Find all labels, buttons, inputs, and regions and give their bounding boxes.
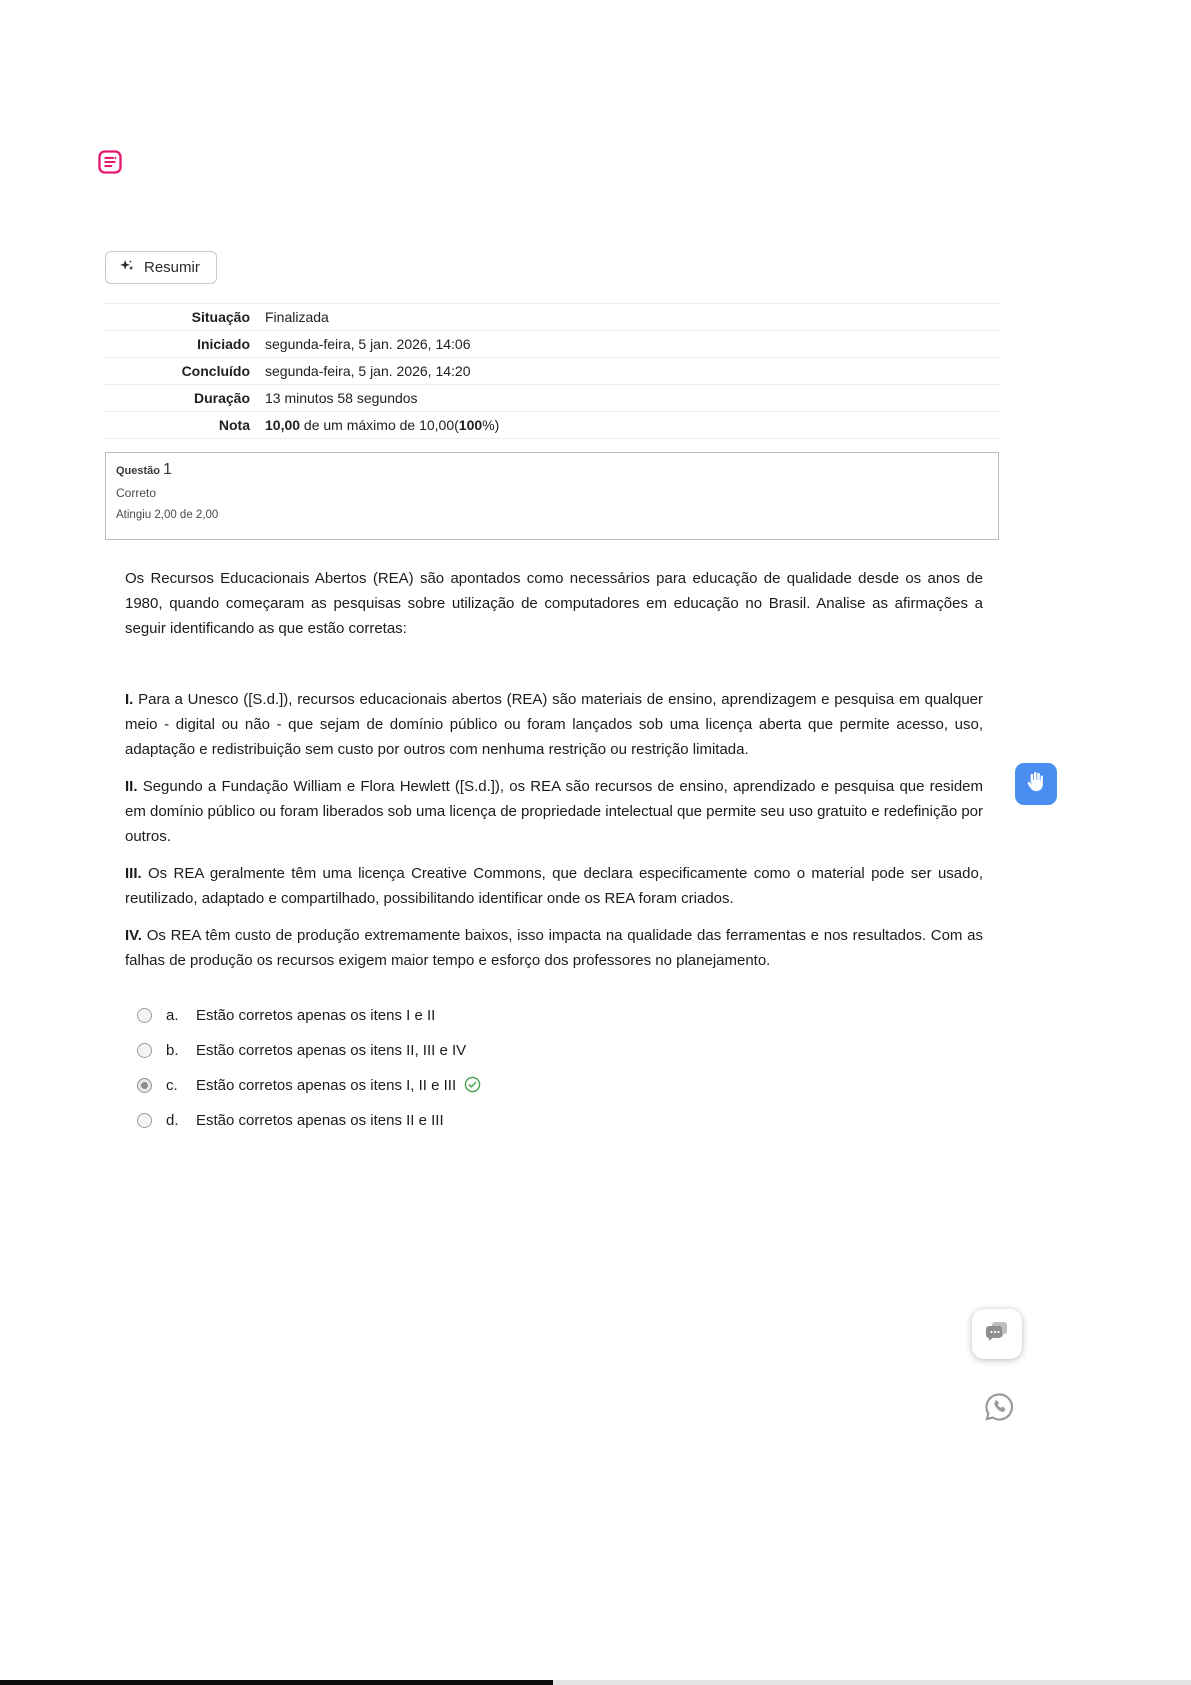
chat-bubbles-icon — [983, 1318, 1011, 1351]
question-info-box — [105, 452, 999, 540]
answer-option-b[interactable] — [137, 1039, 983, 1062]
resumir-label: Resumir — [144, 259, 200, 276]
question-intro: Os Recursos Educacionais Abertos (REA) são apontados como necessários para educação de qualidade desde os anos de 1980, quando começaram as pesquisas sobre utilização de computadores em educação no Brasil. Analise as afirmações a seguir identificando as que estão corretas: — [125, 570, 983, 637]
answer-option-d[interactable] — [137, 1109, 983, 1132]
question-content — [125, 566, 983, 1144]
correct-check-icon — [464, 1076, 481, 1093]
option-letter: a. — [166, 1007, 179, 1024]
row-label: Duração — [193, 390, 250, 406]
option-text: Estão corretos apenas os itens II, III e IV — [196, 1042, 467, 1059]
answer-option-c[interactable] — [137, 1074, 983, 1097]
question-grade: Atingiu 2,00 de 2,00 — [116, 509, 219, 521]
row-label: Nota — [218, 417, 250, 433]
answer-options — [125, 1004, 983, 1132]
question-state: Correto — [116, 486, 157, 500]
radio-button[interactable] — [137, 1113, 152, 1128]
table-row — [105, 330, 1000, 357]
option-text: Estão corretos apenas os itens I, II e III — [196, 1074, 481, 1097]
table-row — [105, 303, 1000, 330]
attempt-summary-table — [105, 303, 1000, 439]
option-letter: d. — [166, 1112, 179, 1129]
row-value: segunda-feira, 5 jan. 2026, 14:06 — [265, 336, 471, 352]
resumir-button[interactable] — [105, 251, 217, 284]
horizontal-scrollbar-track[interactable] — [0, 1680, 1191, 1685]
statement-2: II. Segundo a Fundação William e Flora Hewlett ([S.d.]), os REA são recursos de ensino, aprendizado e pesquisa que residem em domínio público ou foram liberados sob uma licença de propriedade intelectual que permite seu uso gratuito e redefinição por outros. — [125, 778, 984, 845]
statement-4: IV. Os REA têm custo de produção extremamente baixos, isso impacta na qualidade das ferramentas e nos resultados. Com as falhas de produção os recursos exigem maior tempo e esforço dos professores no planejamento. — [125, 927, 983, 969]
statement-3: III. Os REA geralmente têm uma licença Creative Commons, que declara especificamente como o material pode ser usado, reutilizado, adaptado e compartilhado, possibilitando identificar onde os REA foram criados. — [125, 865, 983, 907]
answer-option-a[interactable] — [137, 1004, 983, 1027]
row-label: Iniciado — [197, 336, 250, 352]
radio-button-selected[interactable] — [137, 1078, 152, 1093]
option-text: Estão corretos apenas os itens II e III — [196, 1112, 444, 1129]
question-number: Questão 1 — [116, 461, 172, 478]
row-value: Finalizada — [265, 309, 329, 325]
row-value: segunda-feira, 5 jan. 2026, 14:20 — [265, 363, 471, 379]
option-letter: b. — [166, 1042, 179, 1059]
whatsapp-button[interactable] — [983, 1391, 1015, 1423]
row-value: 13 minutos 58 segundos — [265, 390, 418, 406]
table-row — [105, 384, 1000, 411]
statement-1: I. Para a Unesco ([S.d.]), recursos educacionais abertos (REA) são materiais de ensino, aprendizagem e pesquisa em qualquer meio - digital ou não - que sejam de domínio público ou foram lançados sob uma licença aberta que permite acesso, uso, adaptação e redistribuição sem custo por outros com nenhuma restrição ou restrição limitada. — [125, 691, 983, 758]
sparkles-icon — [118, 257, 136, 279]
radio-button[interactable] — [137, 1043, 152, 1058]
table-row — [105, 357, 1000, 384]
hand-icon — [1023, 769, 1049, 800]
option-text: Estão corretos apenas os itens I e II — [196, 1007, 436, 1024]
libras-accessibility-button[interactable] — [1015, 763, 1057, 805]
row-value-grade: 10,00 de um máximo de 10,00(100%) — [265, 417, 500, 433]
chat-widget-button[interactable] — [972, 1309, 1022, 1359]
row-label: Concluído — [181, 363, 250, 379]
row-label: Situação — [191, 309, 250, 325]
quiz-list-icon — [96, 148, 124, 176]
whatsapp-icon — [983, 1410, 1015, 1427]
radio-button[interactable] — [137, 1008, 152, 1023]
option-letter: c. — [166, 1077, 178, 1094]
table-row — [105, 411, 1000, 438]
horizontal-scrollbar-thumb[interactable] — [0, 1680, 553, 1685]
